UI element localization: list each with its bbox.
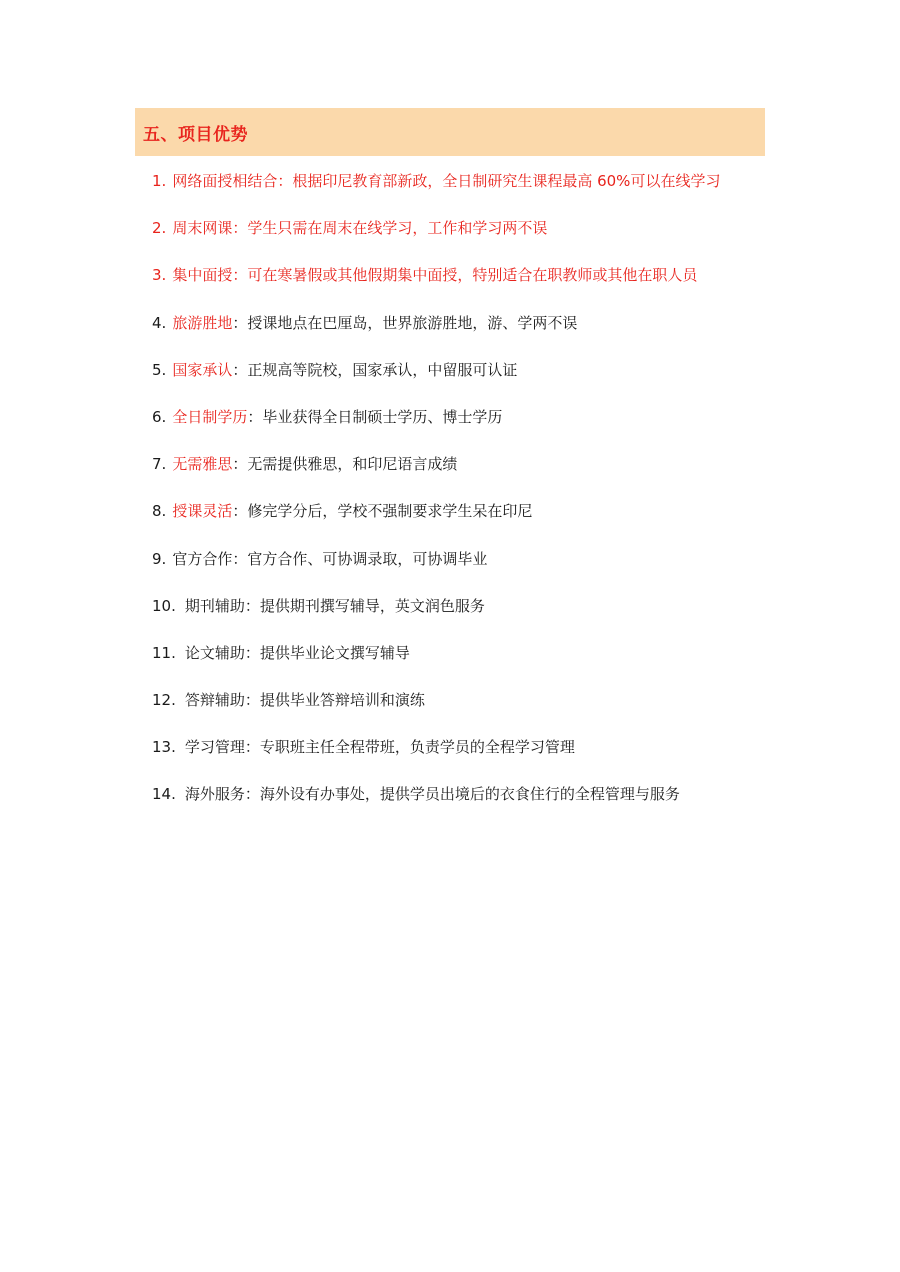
list-item bbox=[152, 447, 792, 494]
item-label: 学习管理 bbox=[184, 738, 245, 757]
item-label: 国家承认 bbox=[172, 360, 233, 379]
item-label: 全日制学历 bbox=[172, 407, 248, 426]
item-text: ：提供期刊撰写辅导，英文润色服务 bbox=[244, 596, 485, 615]
item-label: 授课灵活 bbox=[172, 502, 233, 521]
item-text: ：正规高等院校，国家承认，中留服可认证 bbox=[232, 360, 518, 379]
list-item bbox=[152, 164, 792, 211]
list-item bbox=[152, 542, 792, 589]
list-item bbox=[152, 683, 792, 730]
item-number: 5. bbox=[152, 360, 167, 379]
item-number: 10. bbox=[152, 596, 176, 615]
item-text: ：修完学分后，学校不强制要求学生呆在印尼 bbox=[232, 502, 533, 521]
item-text: ：根据印尼教育部新政，全日制研究生课程最高 60%可以在线学习 bbox=[277, 172, 721, 190]
item-number: 13. bbox=[152, 738, 176, 757]
item-number: 11. bbox=[152, 643, 176, 662]
item-number: 14. bbox=[152, 785, 176, 804]
item-text: ：提供毕业论文撰写辅导 bbox=[244, 643, 410, 662]
list-item bbox=[152, 636, 792, 683]
item-number: 8. bbox=[152, 502, 167, 521]
advantages-list bbox=[152, 164, 792, 825]
item-number: 3. bbox=[152, 266, 167, 285]
item-number: 1. bbox=[152, 172, 167, 190]
item-label: 答辩辅助 bbox=[184, 691, 245, 710]
item-label: 旅游胜地 bbox=[172, 313, 233, 332]
list-item bbox=[152, 777, 792, 824]
item-label: 期刊辅助 bbox=[184, 596, 245, 615]
item-text: ：学生只需在周末在线学习，工作和学习两不误 bbox=[232, 219, 548, 238]
list-item bbox=[152, 589, 792, 636]
list-item bbox=[152, 730, 792, 777]
item-text: ：无需提供雅思，和印尼语言成绩 bbox=[232, 455, 458, 474]
section-header bbox=[135, 108, 765, 156]
item-number: 12. bbox=[152, 691, 176, 710]
list-item bbox=[152, 494, 792, 541]
item-number: 2. bbox=[152, 219, 167, 238]
item-label: 集中面授 bbox=[172, 266, 233, 285]
list-item bbox=[152, 306, 792, 353]
item-text: ：毕业获得全日制硕士学历、博士学历 bbox=[247, 407, 503, 426]
list-item bbox=[152, 353, 792, 400]
item-number: 9. bbox=[152, 549, 167, 568]
item-label: 网络面授相结合 bbox=[172, 172, 278, 190]
item-label: 论文辅助 bbox=[184, 643, 245, 662]
item-label: 官方合作 bbox=[172, 549, 233, 568]
item-text: ：专职班主任全程带班，负责学员的全程学习管理 bbox=[244, 738, 575, 757]
item-text: ：官方合作、可协调录取，可协调毕业 bbox=[232, 549, 488, 568]
item-text: ：提供毕业答辩培训和演练 bbox=[244, 691, 425, 710]
list-item bbox=[152, 258, 792, 305]
list-item bbox=[152, 400, 792, 447]
item-label: 周末网课 bbox=[172, 219, 233, 238]
item-label: 无需雅思 bbox=[172, 455, 233, 474]
item-text: ：可在寒暑假或其他假期集中面授，特别适合在职教师或其他在职人员 bbox=[232, 266, 698, 285]
item-number: 7. bbox=[152, 455, 167, 474]
list-item bbox=[152, 211, 792, 258]
section-title: 五、项目优势 bbox=[143, 124, 248, 145]
item-number: 4. bbox=[152, 313, 167, 332]
item-label: 海外服务 bbox=[184, 785, 245, 804]
item-number: 6. bbox=[152, 407, 167, 426]
item-text: ：海外设有办事处，提供学员出境后的衣食住行的全程管理与服务 bbox=[244, 785, 680, 804]
item-text: ：授课地点在巴厘岛，世界旅游胜地，游、学两不误 bbox=[232, 313, 578, 332]
